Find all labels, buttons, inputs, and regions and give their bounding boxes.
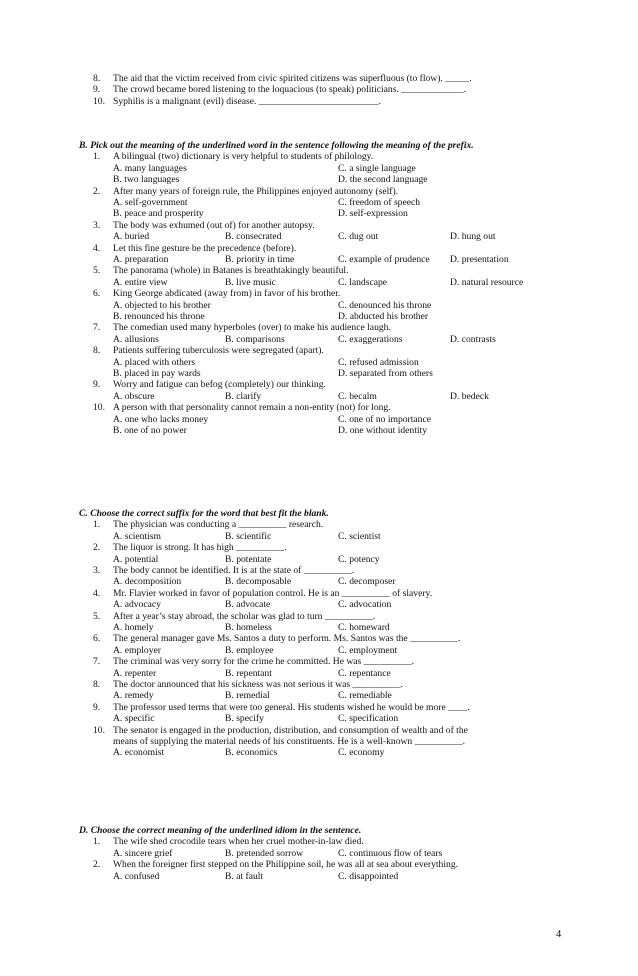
item-question: The body cannot be identified. It is at the state of __________. [113, 565, 355, 576]
page-number: 4 [556, 929, 562, 940]
option: D. one without identity [338, 425, 427, 436]
option: B. consecrated [225, 231, 282, 243]
option: B. economics [225, 747, 278, 759]
item-question: The physician was conducting a __________ research. [113, 519, 324, 531]
option: C. refused admission [338, 356, 419, 368]
option: A. allusions [113, 333, 159, 345]
option: B. employee [225, 644, 274, 656]
item-number: 10. [93, 402, 105, 414]
item-number: 7. [93, 322, 101, 334]
option: B. peace and prosperity [113, 208, 204, 220]
option: A. buried [113, 231, 150, 243]
item-question: The body was exhumed (out of) for another autopsy. [113, 219, 315, 231]
option: B. renounced his throne [113, 311, 205, 322]
option: A. obscure [113, 390, 155, 402]
item-number: 2. [93, 185, 101, 197]
option: A. homely [113, 622, 154, 633]
option: A. preparation [113, 254, 169, 265]
option: A. objected to his brother [113, 299, 211, 311]
option: D. abducted his brother [338, 311, 429, 322]
item-number: 10. [93, 95, 105, 107]
option: C. exaggerations [338, 333, 403, 345]
item-question: Mr. Flavier worked in favor of population control. He is an __________ of slavery. [113, 587, 433, 599]
item-question: The liquor is strong. It has high __________. [113, 542, 287, 554]
option: A. potential [113, 553, 159, 565]
option: A. sincere grief [113, 847, 173, 859]
option: B. specify [225, 713, 264, 725]
item-question: King George abdicated (away from) in favor of his brother. [113, 288, 341, 300]
option: C. scientist [338, 530, 381, 542]
option: C. freedom of speech [338, 197, 421, 208]
option: A. self-government [113, 197, 188, 208]
option: A. advocacy [113, 599, 161, 611]
item-question: After a year’s stay abroad, the scholar was glad to turn __________. [113, 610, 376, 622]
option: A. scientism [113, 530, 161, 542]
item-number: 1. [93, 151, 101, 163]
item-number: 4. [93, 242, 101, 254]
option: A. specific [113, 713, 155, 725]
option: B. remedial [225, 690, 270, 702]
item-question: The comedian used many hyperboles (over) to make his audience laugh. [113, 322, 391, 334]
option: C. continuous flow of tears [338, 847, 443, 859]
item-number: 9. [93, 379, 101, 391]
item-number: 8. [93, 345, 101, 357]
option: C. denounced his throne [338, 299, 432, 311]
item-number: 10. [93, 724, 105, 736]
option: B. pretended sorrow [225, 847, 304, 859]
option: C. disappointed [338, 870, 399, 882]
section-heading: B. Pick out the meaning of the underlined word in the sentence following the meaning of the prefix. [79, 140, 474, 151]
option: C. remediable [338, 690, 392, 702]
item-question: The wife shed crocodile tears when her cruel mother-in-law died. [113, 836, 364, 848]
option: B. homeless [225, 622, 272, 633]
option: C. decomposer [338, 576, 396, 588]
option: C. landscape [338, 276, 388, 288]
item-number: 4. [93, 587, 101, 599]
option: D. hung out [450, 231, 496, 243]
item-number: 3. [93, 219, 101, 231]
option: B. decomposable [225, 576, 292, 588]
section-heading: D. Choose the correct meaning of the underlined idiom in the sentence. [79, 825, 362, 836]
item-question: Let this fine gesture be the precedence (before). [113, 242, 297, 254]
item-number: 7. [93, 656, 101, 668]
option: C. homeward [338, 622, 390, 633]
option: D. self-expression [338, 208, 408, 220]
item-number: 1. [93, 836, 101, 848]
option: D. separated from others [338, 368, 433, 379]
item-number: 8. [93, 73, 101, 84]
option: B. advocate [225, 599, 271, 611]
item-number: 2. [93, 859, 101, 871]
item-text: Syphilis is a malignant (evil) disease. _________________________. [113, 95, 382, 107]
option: A. decomposition [113, 576, 182, 588]
option: A. repenter [113, 667, 157, 679]
option: B. comparisons [225, 333, 285, 345]
item-number: 6. [93, 288, 101, 300]
option: C. economy [338, 747, 385, 759]
item-question: The senator is engaged in the production, distribution, and consumption of wealth and of the [113, 724, 468, 736]
option: C. specification [338, 713, 399, 725]
option: D. presentation [450, 254, 509, 265]
option: C. one of no importance [338, 413, 431, 425]
option: B. potentate [225, 553, 272, 565]
option: B. repentant [225, 667, 272, 679]
item-question: After many years of foreign rule, the Philippines enjoyed autonomy (self). [113, 185, 399, 197]
option: C. example of prudence [338, 254, 430, 265]
item-question: A bilingual (two) dictionary is very helpful to students of philology. [113, 151, 374, 163]
option: B. scientific [225, 530, 272, 542]
item-question: When the foreigner first stepped on the Philippine soil, he was all at sea about everything. [113, 859, 459, 871]
option: A. economist [113, 747, 165, 759]
item-number: 8. [93, 679, 101, 690]
item-number: 2. [93, 542, 101, 554]
option: B. at fault [225, 870, 264, 882]
item-question-cont: means of supplying the material needs of his constituents. He is a well-known __________. [113, 736, 465, 747]
item-number: 9. [93, 84, 101, 96]
option: B. two languages [113, 174, 180, 186]
option: B. clarify [225, 390, 262, 402]
option: B. placed in pay wards [113, 368, 201, 379]
item-question: The panorama (whole) in Batanes is breathtakingly beautiful. [113, 265, 349, 277]
item-question: The professor used terms that were too general. His students wished he would be more ____. [113, 701, 470, 713]
option: C. employment [338, 644, 398, 656]
option: C. repentance [338, 667, 391, 679]
option: D. contrasts [450, 333, 496, 345]
item-number: 5. [93, 265, 101, 277]
item-question: A person with that personality cannot remain a non-entity (not) for long. [113, 402, 391, 414]
option: D. natural resource [450, 276, 524, 288]
item-question: The doctor announced that his sickness was not serious it was __________. [113, 679, 403, 690]
item-number: 6. [93, 633, 101, 645]
option: C. potency [338, 553, 380, 565]
option: B. priority in time [225, 254, 295, 265]
option: C. dug out [338, 231, 379, 243]
option: B. live music [225, 276, 276, 288]
item-number: 5. [93, 610, 101, 622]
option: B. one of no power [113, 425, 187, 436]
item-number: 3. [93, 565, 101, 576]
option: A. remedy [113, 690, 154, 702]
option: A. placed with others [113, 356, 196, 368]
option: C. a single language [338, 162, 416, 174]
item-number: 1. [93, 519, 101, 531]
item-question: Worry and fatigue can befog (completely) our thinking. [113, 379, 326, 391]
option: A. entire view [113, 276, 168, 288]
option: D. the second language [338, 174, 428, 186]
item-text: The aid that the victim received from civic spirited citizens was superfluous (to flow). _____. [113, 73, 472, 84]
option: C. becalm [338, 390, 377, 402]
item-question: Patients suffering tuberculosis were segregated (apart). [113, 345, 324, 357]
item-question: The general manager gave Ms. Santos a duty to perform. Ms. Santos was the __________. [113, 633, 461, 645]
option: A. employer [113, 644, 161, 656]
item-number: 9. [93, 701, 101, 713]
item-question: The criminal was very sorry for the crime he committed. He was __________. [113, 656, 415, 668]
section-heading: C. Choose the correct suffix for the word that best fit the blank. [79, 508, 329, 519]
item-text: The crowd became bored listening to the loquacious (to speak) politicians. _____________. [113, 84, 467, 96]
option: A. confused [113, 870, 160, 882]
option: A. one who lacks money [113, 413, 209, 425]
option: C. advocation [338, 599, 392, 611]
option: D. bedeck [450, 390, 489, 402]
option: A. many languages [113, 162, 187, 174]
